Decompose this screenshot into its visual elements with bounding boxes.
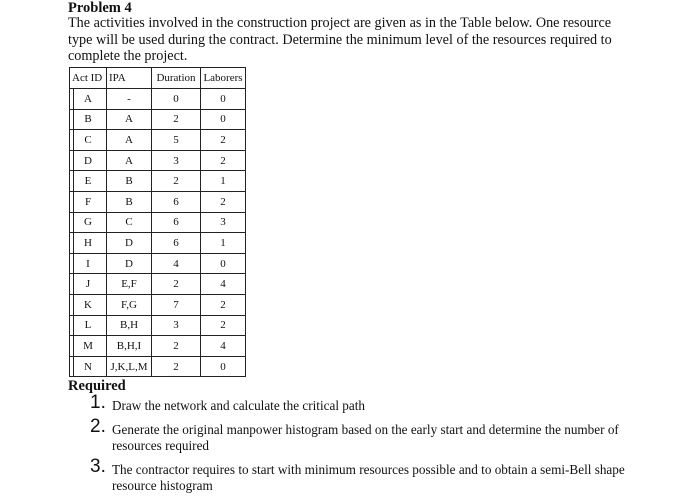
- cell-act-id: G: [70, 212, 107, 233]
- cell-ipa: A: [107, 109, 152, 130]
- cell-laborers: 4: [201, 336, 246, 357]
- cell-laborers: 2: [201, 294, 246, 315]
- table-row: [70, 109, 246, 130]
- table-row: [70, 212, 246, 233]
- table-row: [70, 89, 246, 110]
- cell-ipa: C: [107, 212, 152, 233]
- cell-act-id: A: [70, 89, 107, 110]
- cell-duration: 2: [152, 274, 201, 295]
- activities-table: [69, 67, 246, 377]
- cell-laborers: 2: [201, 130, 246, 151]
- cell-duration: 6: [152, 233, 201, 254]
- cell-act-id: C: [70, 130, 107, 151]
- table-row: [70, 150, 246, 171]
- required-item-text: The contractor requires to start with minimum resources possible and to obtain a semi-Bell shape resource histogram: [112, 462, 625, 493]
- cell-laborers: 3: [201, 212, 246, 233]
- table-row: [70, 356, 246, 377]
- cell-laborers: 1: [201, 171, 246, 192]
- cell-duration: 2: [152, 356, 201, 377]
- problem-title: Problem 4: [68, 0, 132, 16]
- required-item: [90, 416, 650, 454]
- cell-act-id: N: [70, 356, 107, 377]
- cell-duration: 6: [152, 212, 201, 233]
- cell-duration: 3: [152, 315, 201, 336]
- cell-laborers: 0: [201, 89, 246, 110]
- cell-act-id: L: [70, 315, 107, 336]
- problem-intro: [68, 15, 628, 65]
- cell-laborers: 0: [201, 109, 246, 130]
- cell-ipa: -: [107, 89, 152, 110]
- required-item-number: 2.: [90, 416, 106, 437]
- cell-act-id: F: [70, 191, 107, 212]
- cell-act-id: I: [70, 253, 107, 274]
- cell-ipa: D: [107, 233, 152, 254]
- cell-laborers: 4: [201, 274, 246, 295]
- cell-duration: 0: [152, 89, 201, 110]
- table-row: [70, 336, 246, 357]
- header-ipa: IPA: [107, 68, 152, 89]
- cell-act-id: E: [70, 171, 107, 192]
- cell-ipa: E,F: [107, 274, 152, 295]
- table-row: [70, 274, 246, 295]
- cell-act-id: H: [70, 233, 107, 254]
- table-row: [70, 233, 246, 254]
- intro-line: complete the project.: [68, 48, 188, 64]
- cell-act-id: J: [70, 274, 107, 295]
- required-list: [90, 392, 650, 502]
- header-duration: Duration: [152, 68, 201, 89]
- table-header-row: [70, 68, 246, 89]
- cell-ipa: B: [107, 171, 152, 192]
- cell-laborers: 1: [201, 233, 246, 254]
- required-item-text: Generate the original manpower histogram based on the early start and determine the number of resources required: [112, 422, 619, 453]
- table-row: [70, 130, 246, 151]
- header-laborers: Laborers: [201, 68, 246, 89]
- required-item-text: Draw the network and calculate the critical path: [112, 398, 366, 413]
- cell-laborers: 2: [201, 150, 246, 171]
- cell-ipa: B,H: [107, 315, 152, 336]
- cell-ipa: B: [107, 191, 152, 212]
- cell-duration: 2: [152, 109, 201, 130]
- intro-line: type will be used during the contract. Determine the minimum level of the resources required to: [68, 31, 612, 48]
- cell-duration: 5: [152, 130, 201, 151]
- table-body: [70, 89, 246, 377]
- cell-duration: 6: [152, 191, 201, 212]
- table-row: [70, 191, 246, 212]
- cell-duration: 7: [152, 294, 201, 315]
- table-row: [70, 294, 246, 315]
- cell-ipa: F,G: [107, 294, 152, 315]
- required-item-number: 3.: [90, 456, 106, 477]
- required-item: [90, 456, 650, 494]
- header-act-id: Act ID: [70, 68, 107, 89]
- intro-line: The activities involved in the construction project are given as in the Table below. One resource: [68, 15, 612, 31]
- table-row: [70, 171, 246, 192]
- required-item-number: 1.: [90, 392, 106, 413]
- cell-laborers: 2: [201, 315, 246, 336]
- cell-act-id: K: [70, 294, 107, 315]
- cell-act-id: B: [70, 109, 107, 130]
- cell-ipa: J,K,L,M: [107, 356, 152, 377]
- cell-duration: 4: [152, 253, 201, 274]
- table-row: [70, 253, 246, 274]
- cell-laborers: 2: [201, 191, 246, 212]
- cell-duration: 3: [152, 150, 201, 171]
- cell-ipa: A: [107, 130, 152, 151]
- required-heading: Required: [68, 378, 126, 394]
- cell-act-id: M: [70, 336, 107, 357]
- required-item: [90, 392, 650, 414]
- cell-duration: 2: [152, 336, 201, 357]
- cell-act-id: D: [70, 150, 107, 171]
- cell-ipa: B,H,I: [107, 336, 152, 357]
- cell-ipa: A: [107, 150, 152, 171]
- cell-duration: 2: [152, 171, 201, 192]
- cell-laborers: 0: [201, 356, 246, 377]
- table-row: [70, 315, 246, 336]
- cell-laborers: 0: [201, 253, 246, 274]
- cell-ipa: D: [107, 253, 152, 274]
